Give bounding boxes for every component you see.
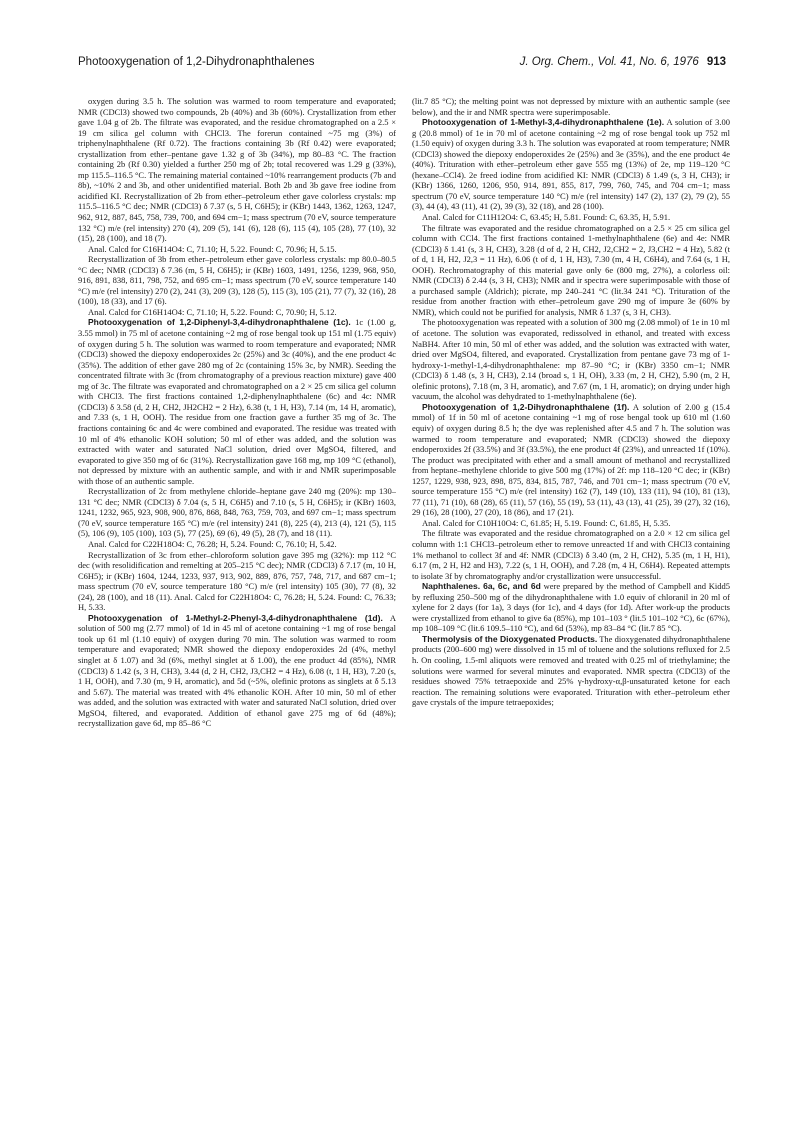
paragraph: The photooxygenation was repeated with a solution of 300 mg (2.08 mmol) of 1e in 10 ml of acetone. The solution was evaporated, redissolved in ethanol, and treated with excess NaBH4. After 10 min, 50 ml of ether was added, and the solution was extracted with water, dried over MgSO4, filtered, and evaporated. Crystallization from pentane gave 73 mg of 1-hydroxy-1-methyl-1,4-dihydronaphthalene: mp 87–90 °C; ir (KBr) 3350 cm−1; NMR (CDCl3) δ 1.48 (s, 3 H, CH3), 2.14 (broad s, 1 H, OH), 3.33 (m, 2 H, CH2), 5.90 (m, 2 H, olefinic protons), 7.18 (m, 3 H, aromatic), and 7.67 (m, 1 H, aromatic); on drying under high vacuum, the alcohol was dehydrated to 1-methylnaphthalene (6e). — [412, 317, 730, 402]
section-heading: Naphthalenes. 6a, 6c, and 6d — [422, 581, 541, 592]
section-paragraph: Thermolysis of the Dioxygenated Products. The dioxygenated dihydronaphthalene products (200–600 mg) were dissolved in 15 ml of toluene and the solutions refluxed for 2.5 h. On cooling, 1.5-ml aliquots were removed and treated with 0.25 ml of triethylamine; the solutions were warmed for several minutes and evaporated. NMR spectra (CDCl3) of the residues showed 75% tetraepoxide and 25% γ-hydroxy-α,β-unsaturated ketone for each reaction. The remaining solutions were evaporated. Trituration with ether–petroleum ether gave crystals of the impure tetraepoxides; — [412, 633, 730, 708]
journal-citation — [520, 56, 726, 68]
paragraph: oxygen during 3.5 h. The solution was warmed to room temperature and evaporated; NMR (CDCl3) showed two compounds, 2b (40%) and 3b (60%). Crystallization from ether gave 1.04 g of 2b. The filtrate was evaporated, and the residue chromatographed on a 2.5 × 19 cm silica gel column with CHCl3. The forerun contained ~75 mg (3%) of triphenylnaphthalene (Rf 0.72). The fractions containing 3b (Rf 0.42) were evaporated; crystallization from ether–pentane gave 1.32 g of 3b (34%), mp 80–83 °C. The fraction containing 2b (Rf 0.30) yielded a further 250 mg of 2b; total recovered was 1.29 g (33%), mp 115.5–116.5 °C. The remaining material contained ~10% rearrangement products (7b and 8b), ~10% 2 and 3b, and other unidentified material. Both 2b and 3b gave free iodine from acidified KI. Recrystallization of 2b from ether–petroleum ether gave colorless crystals: mp 115.5–116.5 °C dec; NMR (CDCl3) δ 7.37 (s, 5 H, C6H5); ir (KBr) 1443, 1362, 1263, 1247, 962, 912, 887, 845, 758, 739, 700, and 694 cm−1; mass spectrum (70 eV, source temperature 132 °C) m/e (rel intensity) 270 (4), 209 (5), 141 (6), 128 (6), 115 (4), 105 (28), 77 (10), 32 (15), 28 (100), and 18 (7). — [78, 96, 396, 244]
section-paragraph: Photooxygenation of 1-Methyl-2-Phenyl-3,4-dihydronaphthalene (1d). A solution of 500 mg (2.77 mmol) of 1d in 45 ml of acetone containing ~1 mg of rose bengal took up 61 ml (1.10 equiv) of oxygen during 70 min. The solution was warmed to room temperature and evaporated; NMR showed the diepoxy endoperoxides 2d (4%, methyl singlet at δ 1.07) and 3d (6%, methyl singlet at δ 1.00), the ene product 4d (85%), NMR (CDCl3) δ 1.42 (s, 3 H, CH3), 3.44 (d, 2 H, CH2, J3,CH2 = 4 Hz), 6.08 (t, 1 H, H3), 7.20 (s, 1 H, OOH), and 7.30 (m, 9 H, aromatic), and 5d (~5%, olefinic protons as singlets at δ 5.13 and 5.67). The material was treated with 4% ethanolic KOH. After 10 min, 50 ml of ether was added, and the solution was extracted with water and saturated NaCl solution, dried over MgSO4, filtered, and evaporated. Addition of ethanol gave 275 mg of 6d (48%); recrystallization gave 6d, mp 85–86 °C — [78, 612, 396, 729]
journal-name: J. Org. Chem., Vol. 41, No. 6, 1976 — [519, 56, 699, 68]
section-heading: Photooxygenation of 1-Methyl-3,4-dihydronaphthalene (1e). — [422, 117, 665, 128]
paragraph: Anal. Calcd for C16H14O4: C, 71.10; H, 5.22. Found: C, 70.96; H, 5.15. — [88, 243, 337, 254]
running-head — [78, 56, 726, 72]
section-paragraph: Naphthalenes. 6a, 6c, and 6d were prepared by the method of Campbell and Kidd5 by refluxing 250–500 mg of the dihydronaphthalene with 1.0 equiv of chloranil in 20 ml of xylene for 2 days (for 1a), 3 days (for 1c), and 4 days (for 1d). After work-up the products were crystallized from ethanol to give 6a (85%), mp 101–103 ° (lit.5 101–102 °C), 6c (67%), mp 108–109 °C (lit.6 109.5–110 °C), and 6d (53%), mp 83–84 °C (lit.7 85 °C). — [412, 581, 730, 634]
paragraph: (lit.7 85 °C); the melting point was not depressed by mixture with an authentic sample (see below), and the ir and NMR spectra were superimposable. — [412, 96, 730, 117]
page-number: 913 — [706, 56, 726, 68]
section-paragraph: Photooxygenation of 1,2-Dihydronaphthalene (1f). A solution of 2.00 g (15.4 mmol) of 1f in 50 ml of acetone containing ~1 mg of rose bengal took up 610 ml (1.60 equiv) of oxygen during 8.5 h; the dye was replenished after 4.5 and 7 h. The solution was warmed to room temperature and evaporated; NMR (CDCl3) showed the diepoxy endoperoxides 2f (33.5%) and 3f (33.5%), the ene product 4f (23%), and unreacted 1f (10%). The product was precipitated with ether and a small amount of methanol and recrystallized from heptane–methylene chloride to give 500 mg (17%) of 2f: mp 118–120 °C dec; ir (KBr) 1257, 1229, 938, 923, 898, 875, 834, 815, 787, 746, and 701 cm−1; mass spectrum (70 eV, source temperature 155 °C) m/e (rel intensity) 162 (7), 149 (10), 133 (11), 94 (10), 81 (13), 77 (11), 71 (10), 68 (28), 65 (11), 57 (16), 55 (19), 53 (11), 43 (13), 41 (25), 39 (27), 32 (16), 29 (16), 28 (100), 27 (20), 18 (86), and 17 (21). — [412, 401, 730, 518]
section-heading: Photooxygenation of 1-Methyl-2-Phenyl-3,4-dihydronaphthalene (1d). — [88, 612, 383, 623]
paragraph: Recrystallization of 3c from ether–chloroform solution gave 395 mg (32%): mp 112 °C dec (with resolidification and remelting at 205–215 °C dec); NMR (CDCl3) δ 7.17 (m, 10 H, C6H5); ir (KBr) 1604, 1244, 1233, 937, 913, 902, 889, 876, 757, 748, 717, and 687 cm−1; mass spectrum (70 eV, source temperature 180 °C) m/e (rel intensity) 105 (30), 77 (8), 32 (24), 28 (100), and 18 (11). Anal. Calcd for C22H18O4: C, 76.28; H, 5.24. Found: C, 76.33; H, 5.33. — [78, 549, 396, 613]
section-heading: Photooxygenation of 1,2-Diphenyl-3,4-dihydronaphthalene (1c). — [88, 317, 351, 328]
right-column — [412, 96, 730, 1096]
article-title: Photooxygenation of 1,2-Dihydronaphthalenes — [78, 56, 315, 68]
paragraph: Anal. Calcd for C16H14O4: C, 71.10; H, 5.22. Found: C, 70.90; H, 5.12. — [88, 306, 337, 317]
section-heading: Photooxygenation of 1,2-Dihydronaphthalene (1f). — [422, 401, 630, 412]
paragraph: Recrystallization of 3b from ether–petroleum ether gave colorless crystals: mp 80.0–80.5 °C dec; NMR (CDCl3) δ 7.36 (m, 5 H, C6H5); ir (KBr) 1603, 1491, 1256, 1239, 968, 950, 916, 891, 838, 811, 798, 752, and 695 cm−1; mass spectrum (70 eV, source temperature 140 °C) m/e (rel intensity) 270 (2), 241 (3), 209 (3), 128 (5), 115 (3), 105 (21), 77 (7), 32 (16), 28 (100), 18 (33), and 17 (6). — [78, 254, 396, 307]
paragraph: Anal. Calcd for C10H10O4: C, 61.85; H, 5.19. Found: C, 61.85, H, 5.35. — [422, 517, 671, 528]
paragraph: Anal. Calcd for C22H18O4: C, 76.28; H, 5.24. Found: C, 76.10; H, 5.42. — [88, 538, 337, 549]
paragraph: Anal. Calcd for C11H12O4: C, 63.45; H, 5.81. Found: C, 63.35, H, 5.91. — [422, 212, 671, 223]
section-heading: Thermolysis of the Dioxygenated Products. — [422, 633, 598, 644]
section-paragraph: Photooxygenation of 1-Methyl-3,4-dihydronaphthalene (1e). A solution of 3.00 g (20.8 mmol) of 1e in 70 ml of acetone containing ~2 mg of rose bengal took up 752 ml (1.50 equiv) of oxygen during 3.3 h. The solution was evaporated at room temperature; NMR (CDCl3) showed the diepoxy endoperoxides 2e (25%) and 3e (35%), and the ene product 4e (40%). Trituration with ether–petroleum ether gave 555 mg (13%) of 2e, mp 119–120 °C (hexane–CCl4). 2e freed iodine from acidified KI: NMR (CDCl3) δ 1.49 (s, 3 H, CH3); ir (KBr) 1366, 1260, 1206, 950, 914, 891, 855, 817, 799, 760, 745, and 704 cm−1; mass spectrum (70 eV, source temperature 140 °C) m/e (rel intensity) 147 (2), 137 (2), 79 (2), 55 (3), 44 (4), 43 (11), 41 (2), 39 (3), 32 (18), and 28 (100). — [412, 117, 730, 212]
section-paragraph: Photooxygenation of 1,2-Diphenyl-3,4-dihydronaphthalene (1c). 1c (1.00 g, 3.55 mmol) in 75 ml of acetone containing ~2 mg of rose bengal took up 151 ml (1.75 equiv) of oxygen during 5 h. The solution was warmed to room temperature and evaporated; NMR (CDCl3) showed the diepoxy endoperoxides 2c (25%) and 3c (40%), and the ene product 4c (35%). The addition of ether gave 280 mg of 2c (containing 15% 3c, by NMR). Seeding the concentrated filtrate with 3c (from chromatography of a previous reaction mixture) gave 400 mg of 3c. The filtrate was evaporated and chromatographed on a 2 × 25 cm silica gel column with CHCl3. The first fractions contained 1,2-diphenylnaphthalene (6c) and 4c: NMR (CDCl3) δ 3.58 (d, 2 H, CH2, JH2CH2 = 2 Hz), 6.38 (t, 1 H, H3), 7.14 (m, 14 H, aromatic), and 7.33 (s, 1 H, OOH). The residue from one fraction gave a further 35 mg of 3c. The fractions containing 6c and 4c were combined and evaporated. The residue was treated with 10 ml of 4% ethanolic KOH solution; 50 ml of ether was added, and the solution was extracted with water and saturated NaCl solution, dried over MgSO4, filtered, and evaporated to give 350 mg of 6c (31%). Recrystallization gave 168 mg, mp 109 °C (ethanol), not depressed by mixture with an authentic sample, and with ir and NMR superimposable with those of an authentic sample. — [78, 317, 396, 486]
left-column — [78, 96, 396, 1096]
paragraph: The filtrate was evaporated and the residue chromatographed on a 2.5 × 25 cm silica gel column with CCl4. The first fractions contained 1-methylnaphthalene (6e) and 4e: NMR (CDCl3) δ 1.41 (s, 3 H, CH3), 3.28 (d of d, 2 H, CH2, J2,CH2 = 2, J3,CH2 = 4 Hz), 5.82 (t of d, 1 H, H2, J2,3 = 11 Hz), 6.06 (t of d, 1 H, H3), 7.30 (m, 4 H, C6H4), and 7.64 (s, 1 H, OOH). Rechromatography of this material gave only 6e (800 mg, 27%), a colorless oil: NMR (CDCl3) δ 2.44 (s, 3 H, CH3); NMR and ir spectra were superimposable with those of a purchased sample (Aldrich); picrate, mp 240–241 °C (lit.34 241 °C). Trituration of the residue from another fraction with ether–petroleum gave 290 mg of impure 3e (60% by NMR), which could not be purified for analysis, NMR δ 1.37 (s, 3 H, CH3). — [412, 222, 730, 317]
paragraph: The filtrate was evaporated and the residue chromatographed on a 2.0 × 12 cm silica gel column with 1:1 CHCl3–petroleum ether to remove unreacted 1f and with CHCl3 containing 1% methanol to collect 3f and 4f: NMR (CDCl3) δ 3.40 (m, 2 H, CH2), 5.35 (m, 1 H, H1), 6.17 (m, 2 H, H2 and H3), 7.22 (s, 1 H, OOH), and 7.28 (m, 4 H, C6H4). Repeated attempts to isolate 3f by chromatography and/or crystallization were unsuccessful. — [412, 528, 730, 581]
paragraph: Recrystallization of 2c from methylene chloride–heptane gave 240 mg (20%): mp 130–131 °C dec; NMR (CDCl3) δ 7.04 (s, 5 H, C6H5) and 7.10 (s, 5 H, C6H5); ir (KBr) 1603, 1241, 1232, 965, 923, 908, 900, 876, 868, 848, 763, 759, 703, and 697 cm−1; mass spectrum (70 eV, source temperature 165 °C) m/e (rel intensity) 241 (8), 225 (4), 213 (4), 121 (5), 115 (5), 106 (9), 105 (100), 103 (5), 77 (25), 69 (6), 49 (5), 28 (7), and 18 (11). — [78, 486, 396, 539]
